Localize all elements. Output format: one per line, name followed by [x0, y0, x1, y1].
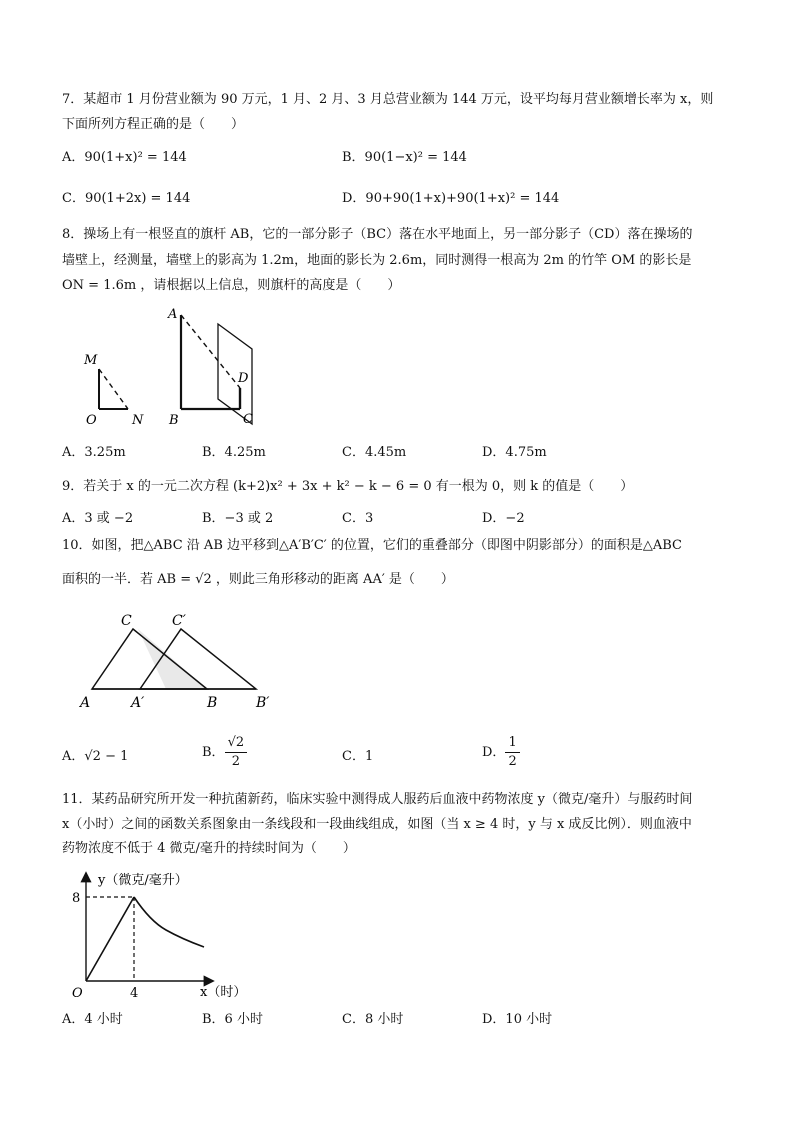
q11-stem-line-1: 11．某药品研究所开发一种抗菌新药，临床实验中测得成人服药后血液中药物浓度 y（微克/毫升）与服药时间	[62, 792, 693, 807]
label-m: M	[84, 353, 98, 368]
q8-stem-line-3: ON = 1.6m ，请根据以上信息，则旗杆的高度是（ ）	[62, 278, 401, 293]
q9-option-c: C．3	[342, 511, 374, 526]
q11-option-a: A．4 小时	[62, 1012, 123, 1027]
q10-option-b-prefix: B．	[202, 744, 225, 760]
label-a-prime: A′	[131, 695, 145, 711]
q8-option-c: C．4.45m	[342, 445, 407, 460]
q10-stem-line-1: 10．如图，把△ABC 沿 AB 边平移到△A′B′C′ 的位置，它们的重叠部分（即图中阴影部分）的面积是△ABC	[62, 538, 683, 553]
q10-option-b-fraction	[225, 734, 248, 771]
q11-option-d: D．10 小时	[482, 1012, 553, 1027]
q8-stem-line-2: 墙壁上，经测量，墙壁上的影高为 1.2m，地面的影长为 2.6m，同时测得一根高为 2m 的竹竿 OM 的影长是	[62, 253, 692, 268]
q10-option-b	[202, 734, 247, 771]
x-tick-4: 4	[130, 986, 139, 1001]
q10-option-c: C．1	[342, 749, 374, 764]
q11-option-b: B．6 小时	[202, 1012, 263, 1027]
q10-option-b-denominator: 2	[231, 754, 240, 769]
q11-concentration-graph	[62, 866, 262, 1006]
label-c: C	[121, 613, 132, 629]
q11-option-c: C．8 小时	[342, 1012, 404, 1027]
label-n: N	[132, 413, 144, 428]
y-axis-label: y（微克/毫升）	[98, 873, 188, 888]
q10-option-b-numerator: √2	[225, 734, 248, 753]
q10-option-d-numerator: 1	[505, 734, 519, 753]
q7-option-d: D．90+90(1+x)+90(1+x)² = 144	[342, 191, 560, 206]
label-o: O	[86, 413, 97, 428]
q10-option-a: A．√2 − 1	[62, 749, 129, 764]
inverse-curve	[134, 897, 204, 947]
label-b: B	[207, 695, 218, 711]
x-axis-label: x（时）	[200, 985, 247, 1000]
q9-option-b: B．−3 或 2	[202, 511, 274, 526]
q10-stem-line-2: 面积的一半．若 AB = √2 ，则此三角形移动的距离 AA′ 是（ ）	[62, 572, 454, 587]
q7-option-a: A．90(1+x)² = 144	[62, 150, 187, 165]
label-b: B	[169, 413, 179, 428]
q8-option-a: A．3.25m	[62, 445, 126, 460]
sun-ray-mn-line	[99, 369, 128, 409]
linear-segment	[86, 897, 134, 981]
q8-option-b: B．4.25m	[202, 445, 266, 460]
q9-option-a: A．3 或 −2	[62, 511, 134, 526]
label-b-prime: B′	[256, 695, 270, 711]
label-a: A	[80, 695, 91, 711]
q10-option-d-prefix: D．	[482, 744, 506, 760]
label-a: A	[168, 307, 178, 322]
q10-option-d-fraction	[505, 734, 519, 771]
q11-stem-line-2: x（小时）之间的函数关系图象由一条线段和一段曲线组成，如图（当 x ≥ 4 时，y 与 x 成反比例）．则血液中	[62, 817, 692, 832]
y-tick-8: 8	[72, 891, 81, 906]
q10-triangle-figure	[76, 606, 286, 714]
label-c-prime: C′	[172, 613, 186, 629]
origin-label: O	[72, 986, 83, 1001]
label-c: C	[243, 412, 253, 427]
q10-option-d-denominator: 2	[508, 754, 517, 769]
q9-option-d: D．−2	[482, 511, 525, 526]
q9-stem-line-1: 9．若关于 x 的一元二次方程 (k+2)x² + 3x + k² − k − 6 = 0 有一根为 0，则 k 的值是（ ）	[62, 479, 634, 494]
q7-option-b: B．90(1−x)² = 144	[342, 150, 467, 165]
q8-stem-line-1: 8．操场上有一根竖直的旗杆 AB，它的一部分影子（BC）落在水平地面上，另一部分影子（CD）落在操场的	[62, 227, 693, 242]
sun-ray-ad-line	[181, 315, 240, 388]
q11-stem-line-3: 药物浓度不低于 4 微克/毫升的持续时间为（ ）	[62, 841, 356, 856]
label-d: D	[238, 371, 249, 386]
q8-option-d: D．4.75m	[482, 445, 547, 460]
q7-option-c: C．90(1+2x) = 144	[62, 191, 191, 206]
q7-stem-line-2: 下面所列方程正确的是（ ）	[62, 117, 245, 132]
q8-flagpole-figure	[80, 302, 270, 432]
q7-stem-line-1: 7．某超市 1 月份营业额为 90 万元，1 月、2 月、3 月总营业额为 144 万元，设平均每月营业额增长率为 x，则	[62, 92, 714, 107]
q10-option-d	[482, 734, 520, 771]
